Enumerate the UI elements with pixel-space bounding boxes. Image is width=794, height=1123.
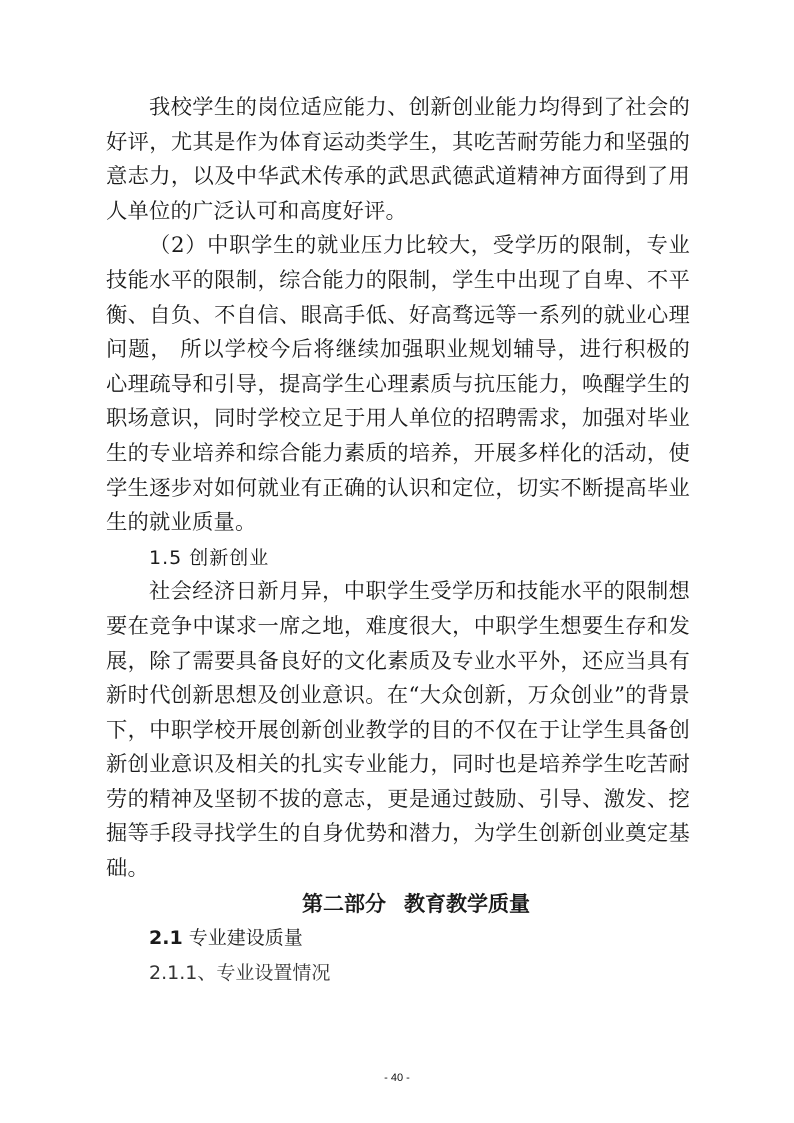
- part-two-title: [106, 887, 690, 922]
- part-two-label: 第二部分: [302, 891, 386, 916]
- paragraph-innovation-entrepreneurship: 社会经济日新月异，中职学生受学历和技能水平的限制想要在竞争中谋求一席之地，难度很大，中职学生想要生存和发展，除了需要具备良好的文化素质及专业水平外，还应当具有新时代创新思想及创业意识。在“大众创新，万众创业”的背景下，中职学校开展创新创业教学的目的不仅在于让学生具备创新创业意识及相关的扎实专业能力，同时也是培养学生吃苦耐劳的精神及坚韧不拔的意志，更是通过鼓励、引导、激发、挖掘等手段寻找学生的自身优势和潜力，为学生创新创业奠定基础。: [106, 579, 690, 882]
- heading-2-1: [106, 921, 690, 956]
- heading-1-5-innovation: 1.5 创新创业: [149, 546, 270, 569]
- heading-2-1-label: 专业建设质量: [188, 927, 303, 950]
- document-page: [106, 91, 690, 990]
- paragraph-employment-pressure: （2）中职学生的就业压力比较大，受学历的限制，专业技能水平的限制，综合能力的限制，学生中出现了自卑、不平衡、自负、不自信、眼高手低、好高骛远等一系列的就业心理问题， 所以学校今后将继续加强职业规划辅导，进行积极的心理疏导和引导，提高学生心理素质与抗压能力，唤醒学生的职场意识，同时学校立足于用人单位的招聘需求，加强对毕业生的专业培养和综合能力素质的培养，开展多样化的活动，使学生逐步对如何就业有正确的认识和定位，切实不断提高毕业生的就业质量。: [106, 233, 690, 536]
- part-two-name: 教育教学质量: [404, 891, 530, 916]
- heading-2-1-1: 2.1.1、专业设置情况: [149, 961, 331, 984]
- page-number: - 40 -: [384, 1072, 410, 1084]
- paragraph-job-adaptability: 我校学生的岗位适应能力、创新创业能力均得到了社会的好评，尤其是作为体育运动类学生，其吃苦耐劳能力和坚强的意志力，以及中华武术传承的武思武德武道精神方面得到了用人单位的广泛认可和高度好评。: [106, 95, 690, 224]
- heading-2-1-number: 2.1: [149, 927, 183, 950]
